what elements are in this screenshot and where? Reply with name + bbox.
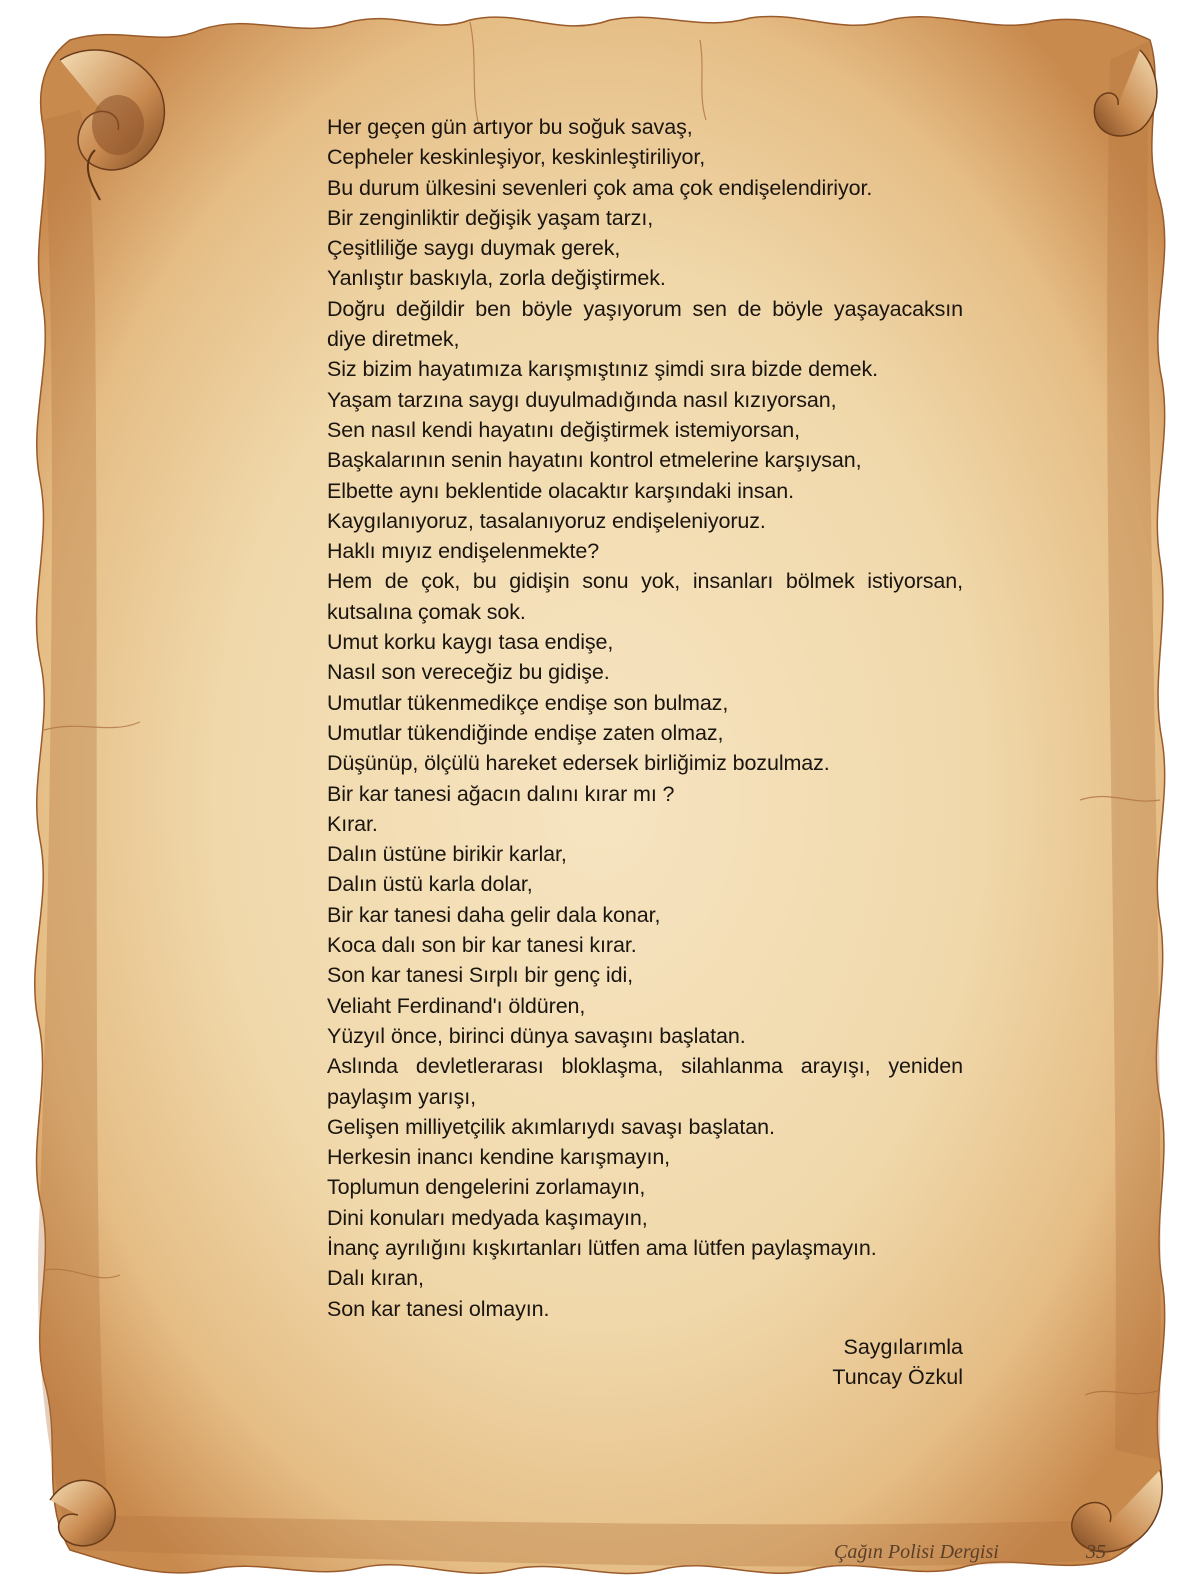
poem-line: Siz bizim hayatımıza karışmıştınız şimdi sıra bizde demek. xyxy=(327,357,878,382)
poem-line: diye diretmek, xyxy=(327,327,460,352)
poem-line: Dini konuları medyada kaşımayın, xyxy=(327,1205,648,1230)
poem-line: Yaşam tarzına saygı duyulmadığında nasıl kızıyorsan, xyxy=(327,387,837,412)
poem-line: kutsalına çomak sok. xyxy=(327,599,526,624)
poem-line: Aslında devletlerarası bloklaşma, silahlanma arayışı, yeniden xyxy=(327,1054,963,1079)
poem-line: Başkalarının senin hayatını kontrol etmelerine karşıysan, xyxy=(327,448,862,473)
poem-line: Haklı mıyız endişelenmekte? xyxy=(327,539,600,564)
poem-line: paylaşım yarışı, xyxy=(327,1084,476,1109)
poem-line: Cepheler keskinleşiyor, keskinleştiriliyor, xyxy=(327,145,706,170)
poem-line: Bu durum ülkesini sevenleri çok ama çok endişelendiriyor. xyxy=(327,175,873,200)
poem-line: Bir zenginliktir değişik yaşam tarzı, xyxy=(327,205,654,230)
poem-line: Umutlar tükendiğinde endişe zaten olmaz, xyxy=(327,720,724,745)
signature-author: Tuncay Özkul xyxy=(832,1365,963,1390)
poem-line: Umutlar tükenmedikçe endişe son bulmaz, xyxy=(327,690,729,715)
poem-line: Koca dalı son bir kar tanesi kırar. xyxy=(327,933,637,958)
poem-line: Sen nasıl kendi hayatını değiştirmek istemiyorsan, xyxy=(327,417,801,442)
poem-line: Son kar tanesi olmayın. xyxy=(327,1296,550,1321)
poem-line: Düşünüp, ölçülü hareket edersek birliğimiz bozulmaz. xyxy=(327,751,830,776)
poem-body xyxy=(327,112,963,1324)
poem-line: Bir kar tanesi ağacın dalını kırar mı ? xyxy=(327,781,675,806)
poem-line: Kırar. xyxy=(327,811,378,836)
poem-line: Hem de çok, bu gidişin sonu yok, insanları bölmek istiyorsan, xyxy=(327,569,963,594)
poem-line: Yanlıştır baskıyla, zorla değiştirmek. xyxy=(327,266,666,291)
poem-line: Her geçen gün artıyor bu soğuk savaş, xyxy=(327,115,693,139)
poem-line: Dalın üstüne birikir karlar, xyxy=(327,842,567,867)
poem-line: Dalı kıran, xyxy=(327,1266,424,1291)
poem-line: Herkesin inancı kendine karışmayın, xyxy=(327,1145,671,1170)
poem-line: Çeşitliliğe saygı duymak gerek, xyxy=(327,236,621,261)
poem-line: İnanç ayrılığını kışkırtanları lütfen ama lütfen paylaşmayın. xyxy=(327,1235,877,1260)
poem-line: Veliaht Ferdinand'ı öldüren, xyxy=(327,993,586,1018)
poem-line: Toplumun dengelerini zorlamayın, xyxy=(327,1175,646,1200)
poem-line: Nasıl son vereceğiz bu gidişe. xyxy=(327,660,610,685)
poem-line: Dalın üstü karla dolar, xyxy=(327,872,533,897)
signature-block xyxy=(832,1332,963,1393)
poem-line: Gelişen milliyetçilik akımlarıydı savaşı başlatan. xyxy=(327,1114,775,1139)
signature-closing: Saygılarımla xyxy=(843,1335,963,1359)
poem-line: Son kar tanesi Sırplı bir genç idi, xyxy=(327,963,634,988)
poem-line: Bir kar tanesi daha gelir dala konar, xyxy=(327,902,661,927)
poem-line: Kaygılanıyoruz, tasalanıyoruz endişeleniyoruz. xyxy=(327,508,766,533)
magazine-name: Çağın Polisi Dergisi xyxy=(834,1541,999,1563)
poem-line: Doğru değildir ben böyle yaşıyorum sen de böyle yaşayacaksın xyxy=(327,296,963,321)
page-number: 35 xyxy=(1086,1541,1106,1563)
poem-line: Umut korku kaygı tasa endişe, xyxy=(327,630,614,655)
poem-line: Yüzyıl önce, birinci dünya savaşını başlatan. xyxy=(327,1023,746,1048)
poem-line: Elbette aynı beklentide olacaktır karşındaki insan. xyxy=(327,478,794,503)
